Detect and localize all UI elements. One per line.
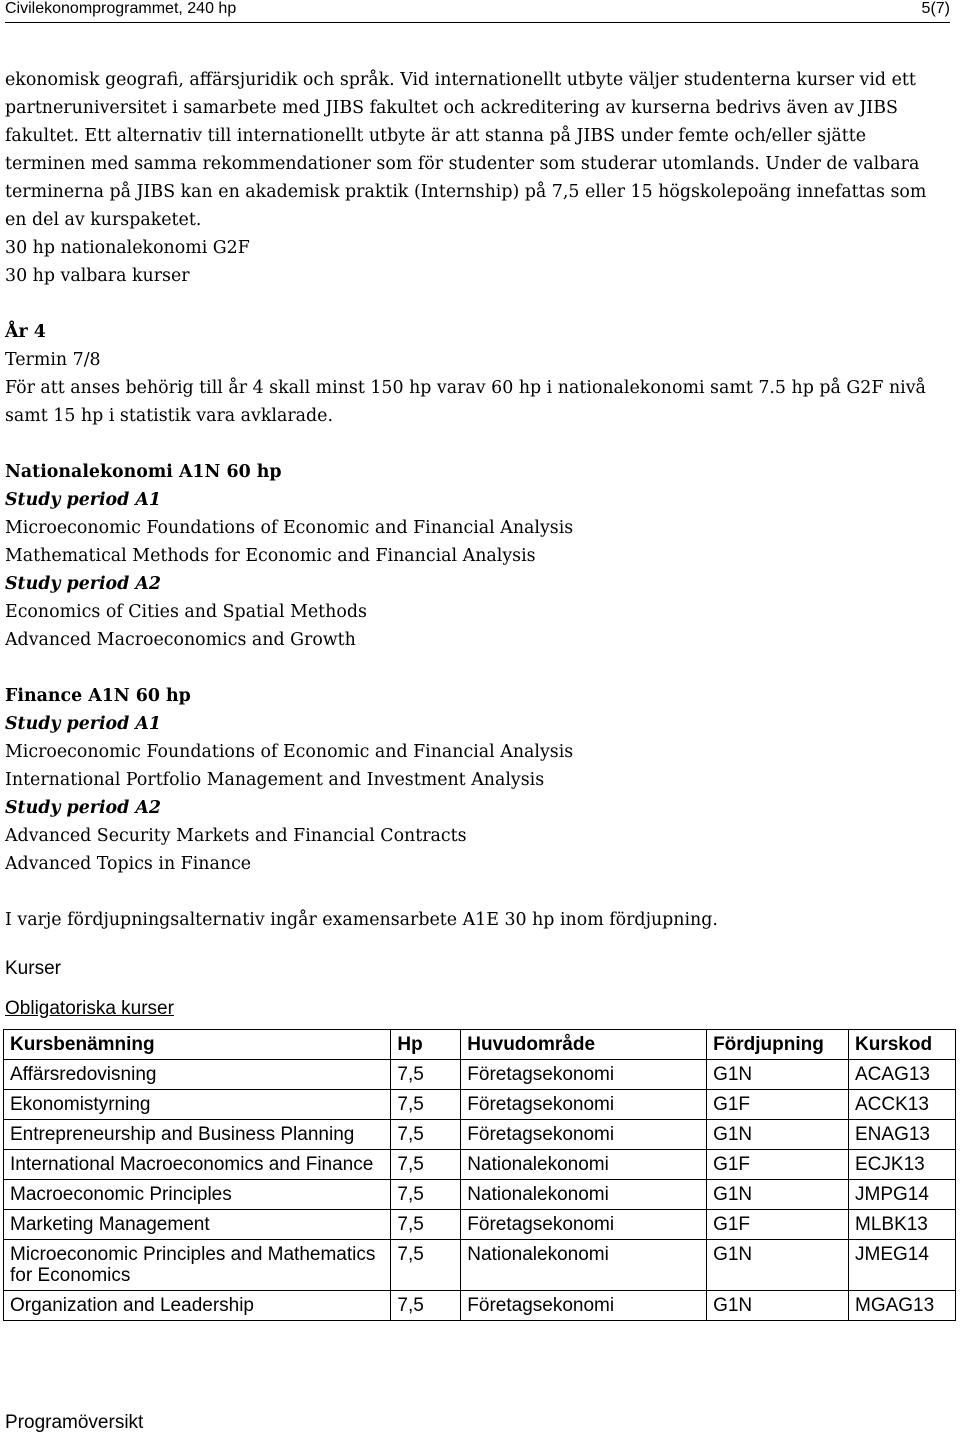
cell-huvudomrade: Företagsekonomi [461,1090,707,1120]
table-row [4,1150,956,1180]
col-header-hp: Hp [391,1030,461,1060]
year4-text: För att anses behörig till år 4 skall minst 150 hp varav 60 hp i nationalekonomi samt 7.5 hp på G2F nivå samt 15 hp i statistik vara avklarade. [5,378,926,426]
fin-course-3: Advanced Security Markets and Financial Contracts [5,826,467,846]
intro-paragraph: ekonomisk geografi, affärsjuridik och språk. Vid internationellt utbyte väljer studenterna kurser vid ett partneruniversitet i samarbete med JIBS fakultet och ackreditering av kurserna bedrivs även av JIBS fakultet. Ett alternativ till internationellt utbyte är att stanna på JIBS under femte och/eller sjätte terminen med samma rekommendationer som för studenter som studerar utomlands. Under de valbara terminerna på JIBS kan en akademisk praktik (Internship) på 7,5 eller 15 högskolepoäng innefattas som en del av kurspaketet. [5,70,927,230]
col-header-fordjupning: Fördjupning [707,1030,849,1060]
page-header [5,0,950,23]
cell-fordjupning: G1F [707,1090,849,1120]
table-row [4,1090,956,1120]
cell-kurskod: MLBK13 [849,1210,956,1240]
cell-kurskod: ECJK13 [849,1150,956,1180]
cell-course-name: Ekonomistyrning [4,1090,391,1120]
cell-kurskod: JMPG14 [849,1180,956,1210]
nat-study-period-a2: Study period A2 [5,574,161,594]
cell-hp: 7,5 [391,1210,461,1240]
cell-course-name: International Macroeconomics and Finance [4,1150,391,1180]
cell-kurskod: MGAG13 [849,1291,956,1321]
cell-huvudomrade: Företagsekonomi [461,1120,707,1150]
intro-line-2: 30 hp valbara kurser [5,266,190,286]
courses-table [3,1029,956,1321]
cell-course-name: Macroeconomic Principles [4,1180,391,1210]
cell-hp: 7,5 [391,1291,461,1321]
thesis-text: I varje fördjupningsalternativ ingår examensarbete A1E 30 hp inom fördjupning. [5,910,718,930]
cell-huvudomrade: Företagsekonomi [461,1291,707,1321]
cell-hp: 7,5 [391,1060,461,1090]
cell-course-name: Entrepreneurship and Business Planning [4,1120,391,1150]
cell-fordjupning: G1N [707,1120,849,1150]
fin-heading: Finance A1N 60 hp [5,686,191,706]
table-row [4,1120,956,1150]
intro-line-1: 30 hp nationalekonomi G2F [5,238,250,258]
cell-fordjupning: G1F [707,1210,849,1240]
table-row [4,1291,956,1321]
fin-course-2: International Portfolio Management and Investment Analysis [5,770,545,790]
cell-course-name: Organization and Leadership [4,1291,391,1321]
cell-kurskod: ACAG13 [849,1060,956,1090]
col-header-kurskod: Kurskod [849,1030,956,1060]
cell-fordjupning: G1N [707,1060,849,1090]
year4-heading: År 4 [5,322,46,342]
cell-course-name: Marketing Management [4,1210,391,1240]
cell-fordjupning: G1F [707,1150,849,1180]
nat-course-2: Mathematical Methods for Economic and Financial Analysis [5,546,536,566]
fin-study-period-a1: Study period A1 [5,714,161,734]
cell-fordjupning: G1N [707,1291,849,1321]
cell-fordjupning: G1N [707,1240,849,1291]
cell-hp: 7,5 [391,1240,461,1291]
cell-huvudomrade: Nationalekonomi [461,1150,707,1180]
cell-huvudomrade: Nationalekonomi [461,1180,707,1210]
table-row [4,1240,956,1291]
col-header-huvudomrade: Huvudområde [461,1030,707,1060]
col-header-kursbenamning: Kursbenämning [4,1030,391,1060]
year4-termin: Termin 7/8 [5,350,101,370]
header-title: Civilekonomprogrammet, 240 hp [5,0,237,17]
cell-course-name: Affärsredovisning [4,1060,391,1090]
cell-course-name: Microeconomic Principles and Mathematics for Economics [4,1240,391,1291]
fin-course-4: Advanced Topics in Finance [5,854,252,874]
obligatoriska-heading: Obligatoriska kurser [5,998,174,1019]
cell-hp: 7,5 [391,1120,461,1150]
nat-course-1: Microeconomic Foundations of Economic and Financial Analysis [5,518,574,538]
cell-fordjupning: G1N [707,1180,849,1210]
nat-heading: Nationalekonomi A1N 60 hp [5,462,282,482]
table-row [4,1060,956,1090]
document-body [5,66,950,934]
table-row [4,1210,956,1240]
cell-huvudomrade: Företagsekonomi [461,1060,707,1090]
fin-course-1: Microeconomic Foundations of Economic and Financial Analysis [5,742,574,762]
cell-kurskod: JMEG14 [849,1240,956,1291]
table-row [4,1180,956,1210]
cell-hp: 7,5 [391,1180,461,1210]
programoversikt-heading: Programöversikt [5,1412,144,1433]
nat-course-4: Advanced Macroeconomics and Growth [5,630,356,650]
page-number: 5(7) [921,0,950,17]
cell-kurskod: ACCK13 [849,1090,956,1120]
cell-huvudomrade: Nationalekonomi [461,1240,707,1291]
nat-course-3: Economics of Cities and Spatial Methods [5,602,367,622]
fin-study-period-a2: Study period A2 [5,798,161,818]
table-header-row [4,1030,956,1060]
cell-huvudomrade: Företagsekonomi [461,1210,707,1240]
cell-kurskod: ENAG13 [849,1120,956,1150]
cell-hp: 7,5 [391,1150,461,1180]
cell-hp: 7,5 [391,1090,461,1120]
kurser-heading: Kurser [5,958,61,979]
nat-study-period-a1: Study period A1 [5,490,161,510]
